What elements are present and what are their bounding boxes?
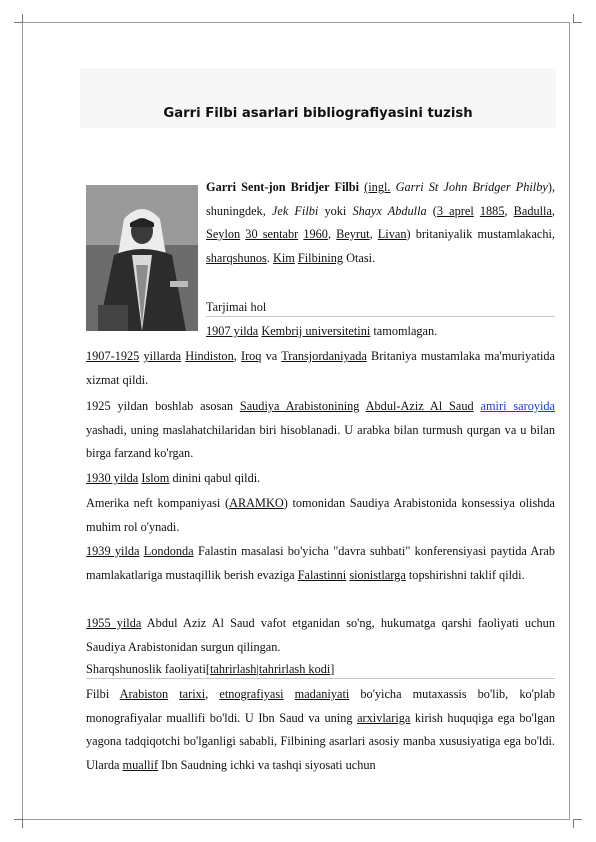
link-iroq[interactable]: Iroq [240,349,262,363]
link-madaniyat[interactable]: madaniyati [294,687,350,701]
link-transjordaniya[interactable]: Transjordaniyada [281,349,367,363]
link-birth-year[interactable]: 1885 [479,203,505,218]
link-1939[interactable]: 1939 yilda [86,544,140,558]
text: kirish huquqiga ega bo'lgan yagona tadqiqotchi bo'lganligi sababli, Filbining asarlari asosiy manba xususiyatiga ega bo'ldi. Ularda [86,710,555,772]
link-sharqshunos[interactable]: sharqshunos [206,250,267,265]
bio-paragraph-6 [86,540,555,587]
link-death-day[interactable]: 30 sentabr [245,227,299,241]
text: ) tomonidan Saudiya Arabistonida konsessiya olishda muhim rol o'ynadi. [86,496,555,534]
text: Abdul Aziz Al Saud vafot etganidan so'ng, hukumatga qarshi faoliyati uchun Saudiya Arabistonidan surgun qilingan. [86,616,555,654]
text: dinini qabul qildi. [172,471,261,485]
link-muallif[interactable]: muallif [122,757,159,772]
link-badulla[interactable]: Badulla [513,203,552,218]
bio-paragraph-7 [86,612,555,659]
text: Amerika neft kompaniyasi ( [86,496,230,510]
bio-paragraph-3 [86,395,555,466]
text: Falastin masalasi bo'yicha "davra suhbati" konferensiyasi paytida Arab mamlakatlariga mustaqillik berish evaziga [86,544,556,582]
link-birth-day[interactable]: 3 aprel [436,203,474,218]
link-livan[interactable]: Livan [377,227,407,241]
link-tarixi[interactable]: tarixi [179,687,206,701]
heading-rule [86,678,555,679]
text: Britaniya mustamlaka ma'muriyatida xizmat qildi. [86,349,556,387]
link-arabiston[interactable]: Arabiston [119,687,169,701]
corner-mark [14,819,23,828]
link-1907[interactable]: 1907 yilda [206,324,259,338]
link-seylon[interactable]: Seylon [206,227,241,241]
link-etnografiya[interactable]: etnografiyasi [219,687,284,701]
link-ingl[interactable]: (ingl. [364,180,391,194]
link-falastin[interactable]: Falastinni [297,567,347,582]
text: topshirishni taklif qildi. [408,567,525,582]
link-1930[interactable]: 1930 yilda [86,471,139,485]
orientalist-heading: Sharqshunoslik faoliyati[tahrirlash|tahrirlash kodi] [86,662,335,676]
link-islom[interactable]: Islom [141,471,170,485]
text: 1925 yildan boshlab asosan [86,399,233,413]
link-death-year[interactable]: 1960 [303,227,328,241]
link-amiri-saroyida[interactable]: amiri saroyida [480,399,556,413]
link-sionistlar[interactable]: sionistlarga [349,567,406,582]
text: bo'yicha mutaxassis bo'lib, ko'plab monografiyalar muallifi bo'ldi. U Ibn Saud va uning [86,687,555,725]
text: tamomlagan. [373,324,438,338]
link-hindiston[interactable]: Hindiston [185,349,234,363]
link-1907-1925[interactable]: 1907-1925 [86,349,140,363]
text: yoki [324,203,347,218]
alias: Jek Filbi [271,203,319,218]
corner-mark [573,819,582,828]
person-name: Garri Sent-jon Bridjer Filbi [206,180,360,194]
link-saudiya[interactable]: Saudiya Arabistonining [239,399,360,413]
bio-paragraph-4 [86,467,555,491]
text: britaniyalik mustamlakachi, [415,227,556,241]
biography-heading: Tarjimai hol [206,300,267,314]
document-title: Garri Filbi asarlari bibliografiyasini tuzish [163,106,473,121]
bio-paragraph-5 [86,492,555,539]
alias: Shayx Abdulla [352,203,427,218]
bio-paragraph-2: 1907-1925 yillarda Hindiston, Iroq va Transjordaniyada Britaniya mustamlaka ma'muriyatida xizmat qildi. [86,349,556,387]
portrait-photo [86,185,198,331]
link-arxivlar[interactable]: arxivlariga [357,710,411,725]
link-beyrut[interactable]: Beyrut [336,227,370,241]
corner-mark [573,14,582,23]
text: va [265,349,278,363]
text: ), shuningdek, [206,180,556,218]
text: Ibn Saudning ichki va tashqi siyosati uchun [161,757,376,772]
link-1955[interactable]: 1955 yilda [86,616,142,630]
link-cambridge[interactable]: Kembrij universitetini [261,324,371,338]
edit-link[interactable]: tahrirlash [210,662,257,676]
link-london[interactable]: Londonda [143,544,194,558]
edit-source-link[interactable]: tahrirlash kodi [258,662,331,676]
text: Sharqshunoslik faoliyati [86,662,206,676]
orientalist-paragraph: Filbi Arabiston tarixi, etnografiyasi madaniyati bo'yicha mutaxassis bo'lib, ko'plab monografiyalar muallifi bo'ldi. U Ibn Saud va uning arxivlariga kirish huquqiga ega bo'lgan yagona tadqiqotchi bo'lganligi sababli, Filbining asarlari asosiy manba xususiyatiga ega bo'ldi. Ularda muallif Ibn Saudning ichki va tashqi siyosati uchun [86,687,555,772]
link-aramko[interactable]: ARAMKO [229,496,284,510]
corner-mark [14,14,23,23]
text: yashadi, uning maslahatchilaridan biri hisoblanadi. U arabka bilan turmush qurgan va u bilan birga farzand ko'rgan. [86,422,555,460]
link-abdul-aziz[interactable]: Abdul-Aziz Al Saud [365,399,474,413]
english-name: Garri St John Bridger Philby [395,180,548,194]
heading-rule [206,316,555,317]
text: Otasi. [346,250,376,265]
link-kim[interactable]: Kim [272,250,295,265]
text: Filbi [86,687,110,701]
bio-paragraph-1 [206,320,555,344]
intro-paragraph: Garri Sent-jon Bridjer Filbi (ingl. Garri St John Bridger Philby), shuningdek, Jek Filbi yoki Shayx Abdulla (3 aprel 1885, Badulla, Seylon 30 sentabr 1960, Beyrut, Livan) britaniyalik mustamlakachi, sharqshunos. Kim Filbining Otasi. [206,180,556,265]
link-yillarda[interactable]: yillarda [143,349,182,363]
link-filbining[interactable]: Filbining [297,250,344,265]
